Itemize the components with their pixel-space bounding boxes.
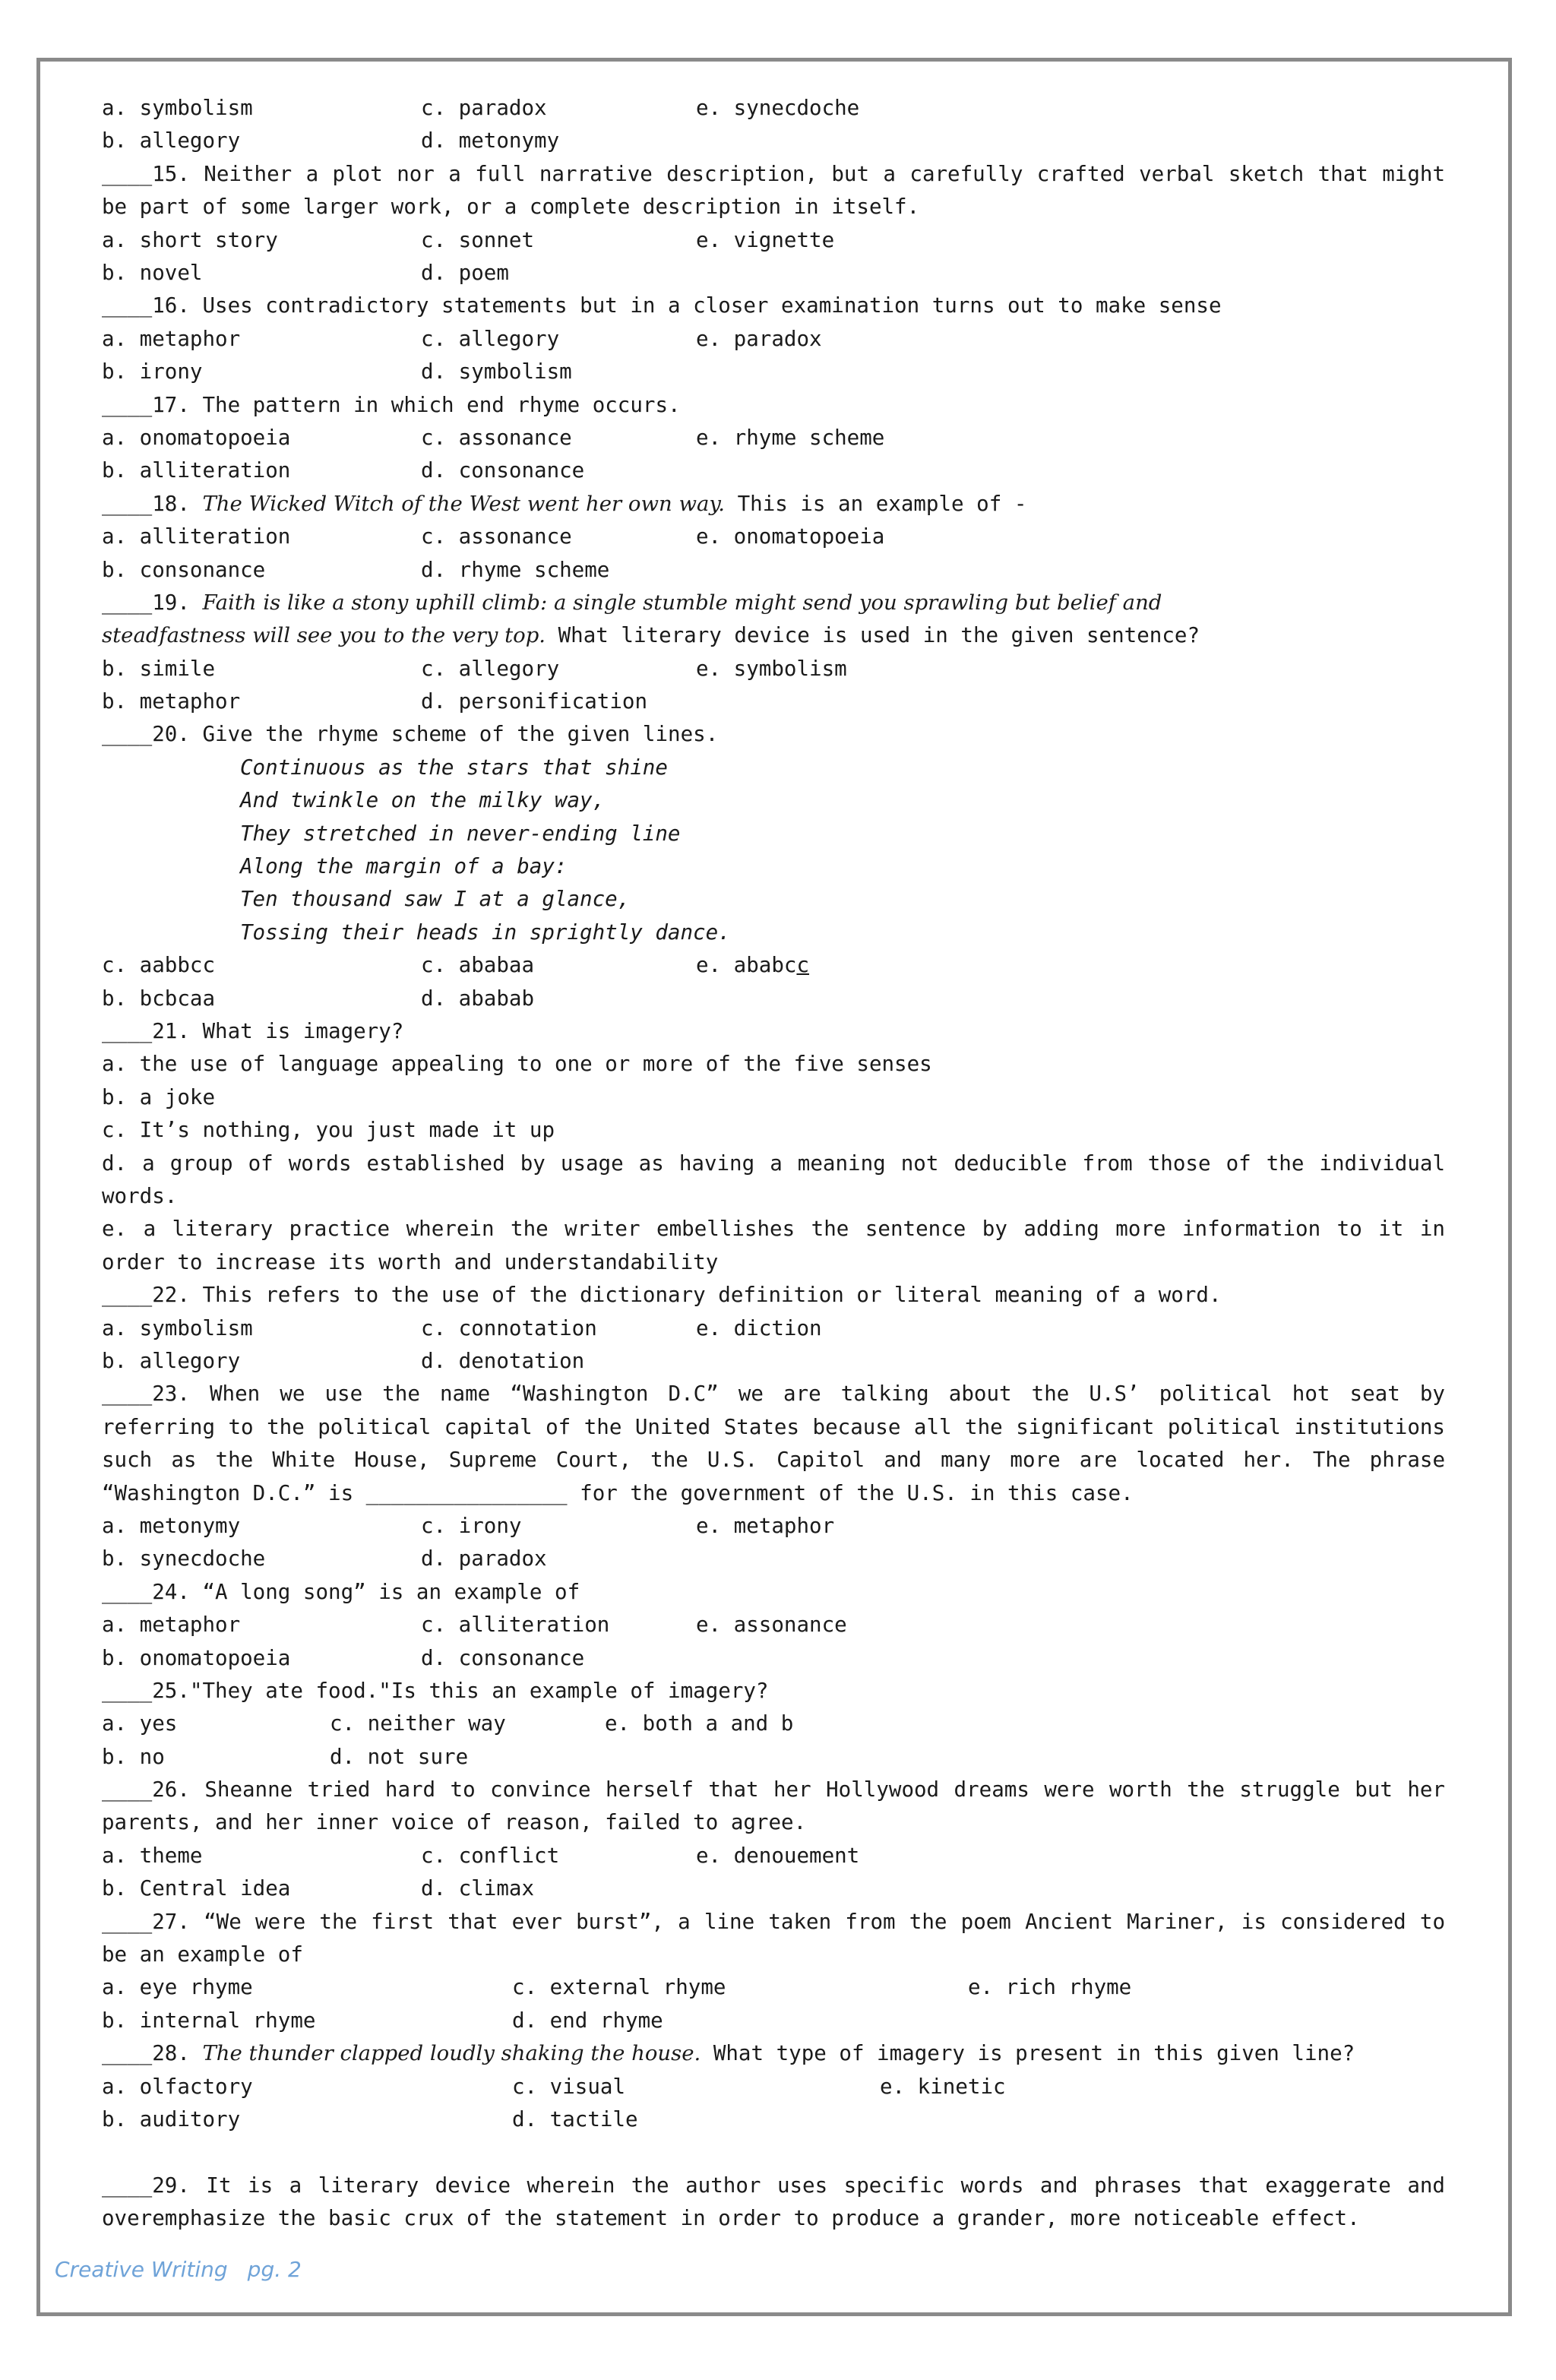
q25-stem: ____25."They ate food."Is this an example of imagery? bbox=[102, 1678, 769, 1703]
q27-option-e[interactable]: e. rich rhyme bbox=[968, 1975, 1132, 2000]
q14-options-row2 bbox=[102, 125, 1445, 157]
q16-option-d[interactable]: d. symbolism bbox=[421, 359, 572, 385]
q28-option-d[interactable]: d. tactile bbox=[512, 2107, 638, 2132]
q15-options-row2 bbox=[102, 257, 1445, 290]
q26-stem: ____26. Sheanne tried hard to convince herself that her Hollywood dreams were worth the struggle but her parents, and her inner voice of reason, failed to agree. bbox=[102, 1777, 1445, 1835]
q27-option-d[interactable]: d. end rhyme bbox=[512, 2008, 663, 2033]
q18-number: ____18. bbox=[102, 491, 203, 516]
q25-option-c[interactable]: c. neither way bbox=[330, 1711, 506, 1736]
q22-options-row2 bbox=[102, 1345, 1445, 1378]
q19-quote-part1: Faith is like a stony uphill climb: a single stumble might send you sprawling but belief and bbox=[202, 590, 1162, 615]
q18-options-row1 bbox=[102, 521, 1445, 553]
q19-stem-line2 bbox=[102, 619, 1445, 652]
q26-options-row1 bbox=[102, 1840, 1445, 1872]
q19-option-b[interactable]: b. metaphor bbox=[102, 689, 241, 714]
footer-page-number: pg. 2 bbox=[247, 2257, 302, 2282]
q19-option-d[interactable]: d. personification bbox=[421, 689, 648, 714]
q20-options-row1 bbox=[102, 949, 1445, 982]
q18-option-c[interactable]: c. assonance bbox=[421, 524, 572, 549]
q19-tail: What literary device is used in the given sentence? bbox=[546, 623, 1200, 648]
q21-option-b[interactable]: b. a joke bbox=[102, 1084, 216, 1109]
q20-poem-line-4: Along the margin of a bay: bbox=[240, 854, 568, 879]
q22-options-row1 bbox=[102, 1312, 1445, 1345]
q20-option-e[interactable] bbox=[696, 949, 809, 982]
q25-options-row1 bbox=[102, 1707, 1445, 1740]
q20-option-e-underlined: c bbox=[796, 953, 810, 978]
q14-option-c[interactable]: c. paradox bbox=[421, 96, 547, 120]
q25-option-a[interactable]: a. yes bbox=[102, 1711, 178, 1736]
q21-option-e[interactable]: e. a literary practice wherein the writer embellishes the sentence by adding more information to it in order to increase its worth and understandability bbox=[102, 1217, 1445, 1274]
q18-option-d[interactable]: d. rhyme scheme bbox=[421, 557, 610, 582]
q28-option-c[interactable]: c. visual bbox=[512, 2074, 626, 2099]
q21-option-a[interactable]: a. the use of language appealing to one or more of the five senses bbox=[102, 1052, 932, 1077]
q23-option-a[interactable]: a. metonymy bbox=[102, 1513, 241, 1538]
q28-options-row2 bbox=[102, 2103, 1445, 2136]
q26-option-c[interactable]: c. conflict bbox=[421, 1843, 560, 1868]
q18-option-b[interactable]: b. consonance bbox=[102, 557, 266, 582]
q17-option-a[interactable]: a. onomatopoeia bbox=[102, 425, 291, 450]
q25-option-d[interactable]: d. not sure bbox=[330, 1744, 469, 1769]
q27-option-b[interactable]: b. internal rhyme bbox=[102, 2008, 316, 2033]
q18-option-a[interactable]: a. alliteration bbox=[102, 524, 291, 549]
q20-poem-line-6: Tossing their heads in sprightly dance. bbox=[240, 919, 731, 945]
q22-option-a[interactable]: a. symbolism bbox=[102, 1315, 253, 1340]
q16-option-c[interactable]: c. allegory bbox=[421, 326, 560, 351]
q23-option-b[interactable]: b. synecdoche bbox=[102, 1546, 266, 1571]
q20-option-a[interactable]: c. aabbcc bbox=[102, 953, 216, 978]
q27-option-a[interactable]: a. eye rhyme bbox=[102, 1975, 253, 2000]
q25-option-e[interactable]: e. both a and b bbox=[605, 1711, 794, 1736]
q22-option-e[interactable]: e. diction bbox=[696, 1315, 822, 1340]
q21-stem: ____21. What is imagery? bbox=[102, 1018, 404, 1043]
q20-options-row2 bbox=[102, 983, 1445, 1015]
q26-option-d[interactable]: d. climax bbox=[421, 1876, 535, 1901]
q23-options-row1 bbox=[102, 1510, 1445, 1543]
q23-stem: ____23. When we use the name “Washington D.C” we are talking about the U.S’ political hot seat by referring to the political capital of the United States because all the significant political institutions such as the White House, Supreme Court, the U.S. Capitol and many more are located her. The phrase “Washington D.C.” is ________________ for the government of the U.S. in this case. bbox=[102, 1381, 1445, 1505]
q23-option-e[interactable]: e. metaphor bbox=[696, 1513, 835, 1538]
q17-option-b[interactable]: b. alliteration bbox=[102, 458, 291, 483]
q24-options-row1 bbox=[102, 1609, 1445, 1641]
q27-option-c[interactable]: c. external rhyme bbox=[512, 1975, 726, 2000]
q28-options-row1 bbox=[102, 2071, 1445, 2103]
q26-options-row2 bbox=[102, 1872, 1445, 1905]
q24-option-c[interactable]: c. alliteration bbox=[421, 1613, 610, 1638]
q21-option-d[interactable]: d. a group of words established by usage as having a meaning not deducible from those of the individual words. bbox=[102, 1150, 1445, 1208]
q14-option-e[interactable]: e. synecdoche bbox=[696, 96, 860, 120]
q18-option-e[interactable]: e. onomatopoeia bbox=[696, 524, 885, 549]
q19-stem-line1 bbox=[102, 587, 1445, 619]
q15-option-b[interactable]: b. novel bbox=[102, 260, 203, 285]
q22-option-b[interactable]: b. allegory bbox=[102, 1348, 241, 1373]
q14-option-a[interactable]: a. symbolism bbox=[102, 96, 253, 120]
q24-options-row2 bbox=[102, 1642, 1445, 1675]
q28-number: ____28. bbox=[102, 2041, 203, 2066]
spacer bbox=[102, 2136, 1445, 2169]
q17-options-row2 bbox=[102, 454, 1445, 487]
q20-option-e-text: e. ababc bbox=[696, 953, 797, 978]
q15-option-e[interactable]: e. vignette bbox=[696, 227, 835, 252]
q20-poem-line-1: Continuous as the stars that shine bbox=[240, 755, 668, 780]
footer-title: Creative Writing bbox=[55, 2257, 228, 2282]
q19-options-row1 bbox=[102, 653, 1445, 685]
q23-options-row2 bbox=[102, 1543, 1445, 1575]
q20-poem-line-3: They stretched in never-ending line bbox=[240, 821, 681, 846]
q17-options-row1 bbox=[102, 422, 1445, 454]
q20-option-d[interactable]: d. ababab bbox=[421, 986, 535, 1011]
q15-options-row1 bbox=[102, 224, 1445, 257]
q25-options-row2 bbox=[102, 1741, 1445, 1774]
q21-option-c[interactable]: c. It’s nothing, you just made it up bbox=[102, 1118, 555, 1143]
q28-option-e[interactable]: e. kinetic bbox=[880, 2074, 1006, 2099]
q15-option-c[interactable]: c. sonnet bbox=[421, 227, 535, 252]
q20-poem-line-2: And twinkle on the milky way, bbox=[240, 788, 606, 813]
q20-poem-line-5: Ten thousand saw I at a glance, bbox=[240, 887, 631, 912]
q24-option-d[interactable]: d. consonance bbox=[421, 1645, 585, 1670]
q25-option-b[interactable]: b. no bbox=[102, 1744, 165, 1769]
q19-option-a[interactable]: b. simile bbox=[102, 656, 216, 681]
q20-option-b[interactable]: b. bcbcaa bbox=[102, 986, 216, 1011]
q27-stem: ____27. “We were the first that ever burst”, a line taken from the poem Ancient Mariner, is considered to be an example of bbox=[102, 1909, 1445, 1967]
q17-stem: ____17. The pattern in which end rhyme occurs. bbox=[102, 392, 681, 417]
q17-option-d[interactable]: d. consonance bbox=[421, 458, 585, 483]
q16-option-e[interactable]: e. paradox bbox=[696, 326, 822, 351]
q18-stem bbox=[102, 488, 1445, 521]
q23-option-d[interactable]: d. paradox bbox=[421, 1546, 547, 1571]
q14-option-b[interactable]: b. allegory bbox=[102, 128, 241, 153]
q24-option-b[interactable]: b. onomatopoeia bbox=[102, 1645, 291, 1670]
q15-stem: ____15. Neither a plot nor a full narrative description, but a carefully crafted verbal sketch that might be part of some larger work, or a complete description in itself. bbox=[102, 161, 1445, 220]
q17-option-e[interactable]: e. rhyme scheme bbox=[696, 425, 885, 450]
q28-quote: The thunder clapped loudly shaking the house. bbox=[202, 2041, 701, 2066]
q22-stem: ____22. This refers to the use of the dictionary definition or literal meaning of a word. bbox=[102, 1283, 1222, 1308]
q24-option-a[interactable]: a. metaphor bbox=[102, 1613, 241, 1638]
q19-options-row2 bbox=[102, 685, 1445, 718]
q15-option-a[interactable]: a. short story bbox=[102, 227, 278, 252]
q19-option-e[interactable]: e. symbolism bbox=[696, 656, 847, 681]
q29-stem: ____29. It is a literary device wherein the author uses specific words and phrases that exaggerate and overemphasize the basic crux of the statement in order to produce a grander, more noticeable effect. bbox=[102, 2173, 1445, 2231]
page-footer bbox=[55, 2257, 321, 2282]
q23-option-c[interactable]: c. irony bbox=[421, 1513, 522, 1538]
q16-option-a[interactable]: a. metaphor bbox=[102, 326, 241, 351]
q24-stem: ____24. “A long song” is an example of bbox=[102, 1579, 580, 1604]
q16-option-b[interactable]: b. irony bbox=[102, 359, 203, 385]
q17-option-c[interactable]: c. assonance bbox=[421, 425, 572, 450]
q27-options-row2 bbox=[102, 2005, 1445, 2037]
worksheet-body bbox=[102, 92, 1445, 2236]
q14-option-d[interactable]: d. metonymy bbox=[421, 128, 560, 153]
q26-option-a[interactable]: a. theme bbox=[102, 1843, 203, 1868]
q28-tail: What type of imagery is present in this given line? bbox=[701, 2041, 1355, 2066]
q22-option-c[interactable]: c. connotation bbox=[421, 1315, 597, 1340]
q28-option-a[interactable]: a. olfactory bbox=[102, 2074, 253, 2099]
q16-options-row2 bbox=[102, 356, 1445, 388]
q20-option-c[interactable]: c. ababaa bbox=[421, 953, 535, 978]
q26-option-b[interactable]: b. Central idea bbox=[102, 1876, 291, 1901]
q16-stem: ____16. Uses contradictory statements but in a closer examination turns out to make sense bbox=[102, 293, 1222, 318]
q28-option-b[interactable]: b. auditory bbox=[102, 2107, 241, 2132]
q18-options-row2 bbox=[102, 554, 1445, 587]
q20-stem: ____20. Give the rhyme scheme of the given lines. bbox=[102, 722, 719, 747]
q24-option-e[interactable]: e. assonance bbox=[696, 1613, 847, 1638]
q26-option-e[interactable]: e. denouement bbox=[696, 1843, 860, 1868]
q16-options-row1 bbox=[102, 323, 1445, 356]
q18-tail: This is an example of - bbox=[725, 491, 1027, 516]
q27-options-row1 bbox=[102, 1971, 1445, 2004]
q19-quote-part2: steadfastness will see you to the very top. bbox=[102, 623, 546, 648]
q22-option-d[interactable]: d. denotation bbox=[421, 1348, 585, 1373]
q15-option-d[interactable]: d. poem bbox=[421, 260, 509, 285]
q19-number: ____19. bbox=[102, 590, 203, 615]
q18-quote: The Wicked Witch of the West went her own way. bbox=[202, 491, 726, 516]
q19-option-c[interactable]: c. allegory bbox=[421, 656, 560, 681]
q14-options-row1 bbox=[102, 92, 1445, 125]
q28-stem bbox=[102, 2037, 1445, 2070]
